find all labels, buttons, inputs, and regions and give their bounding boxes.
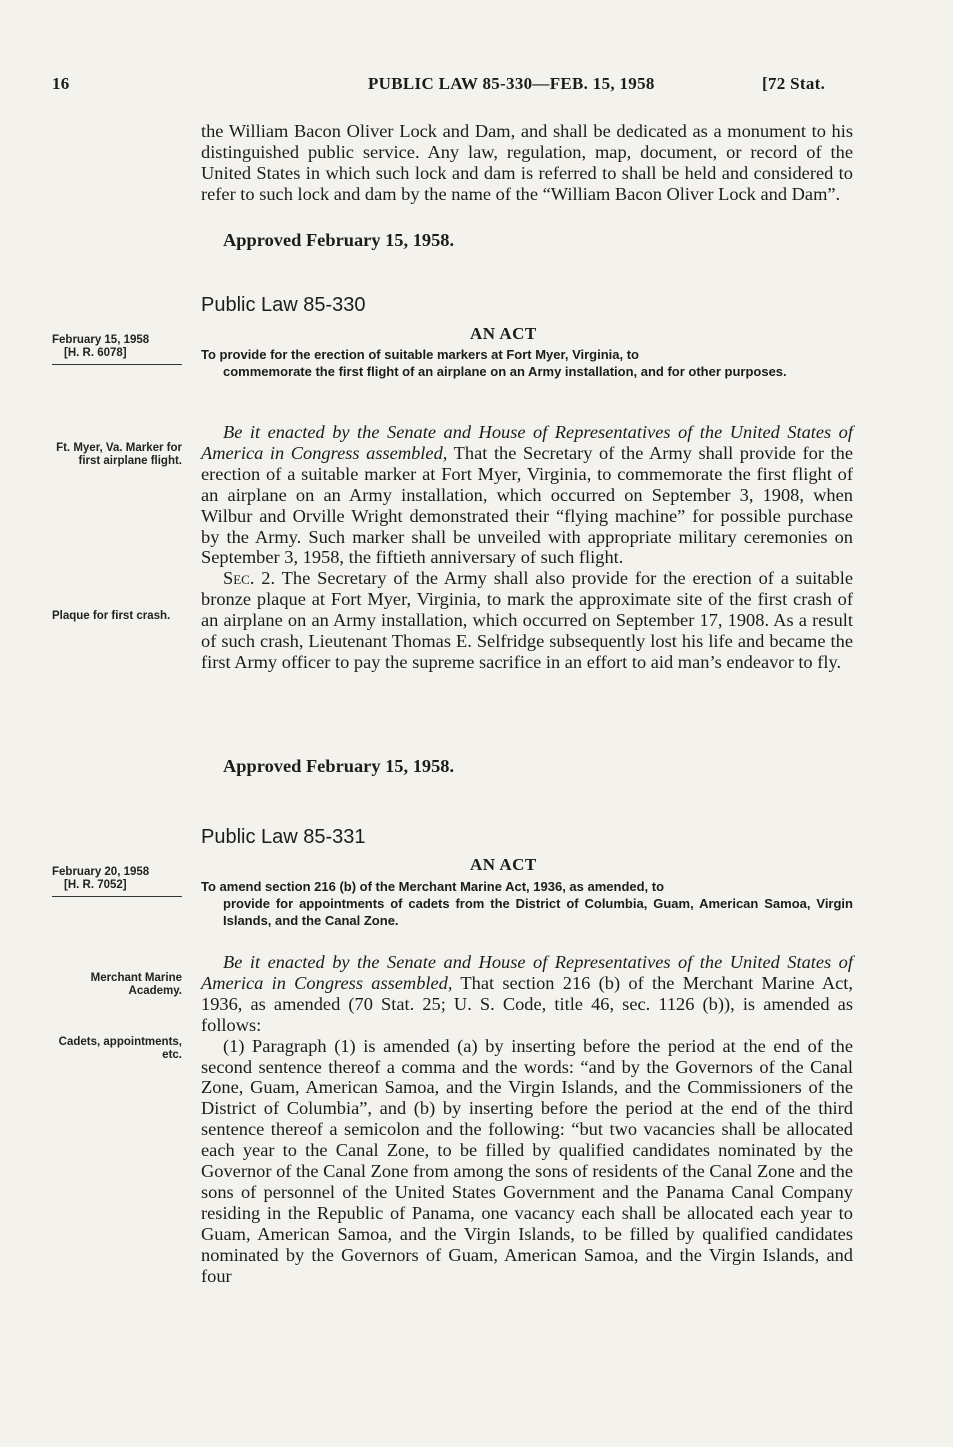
purpose-first-line: To provide for the erection of suitable markers at Fort Myer, Virginia, to	[201, 347, 640, 362]
an-act-heading: AN ACT	[470, 324, 537, 343]
carryover-text: the William Bacon Oliver Lock and Dam, and shall be dedicated as a monument to his distinguished public service. Any law, regulation, map, document, or record of the United States in which such lock and dam is referred to shall be held and considered to refer to such lock and dam by the name of the “William Bacon Oliver Lock and Dam”.	[201, 121, 853, 204]
statute-reference: [72 Stat.	[762, 74, 826, 93]
enacting-clause: Be it enacted by the Senate and House of Representatives of the United States of America in Congress assembled,	[201, 422, 853, 463]
margin-rule	[52, 896, 182, 897]
margin-date: February 15, 1958	[52, 334, 150, 346]
sec2-label: Sec. 2.	[223, 568, 276, 589]
margin-rule	[52, 364, 182, 365]
margin-date: February 20, 1958	[52, 866, 150, 878]
margin-bill: [H. R. 6078]	[64, 347, 127, 359]
margin-note-cadets: Cadets, appointments, etc.	[58, 1036, 182, 1061]
purpose-clause-85-331	[201, 878, 853, 929]
purpose-continuation: commemorate the first flight of an airplane on an Army installation, and for other purposes.	[223, 364, 787, 379]
purpose-first-line: To amend section 216 (b) of the Merchant Marine Act, 1936, as amended, to	[201, 879, 665, 894]
sec1-text: That the Secretary of the Army shall provide for the erection of a suitable marker at Fort Myer, Virginia, to commemorate the first flight of an airplane on an Army installation, which occurred on September 3, 1908, when Wilbur and Orville Wright demonstrated their “flying machine” for possible purchase by the Army. Such marker shall be unveiled with appropriate military ceremonies on September 3, 1958, the fiftieth anniversary of such flight.	[201, 442, 854, 568]
margin-date-85-331	[52, 866, 192, 892]
sec1-85-331	[201, 952, 853, 1287]
paragraph-1-text: (1) Paragraph (1) is amended (a) by inserting before the period at the end of the second sentence thereof a comma and the words: “and by the Governors of the Canal Zone, Guam, American Samoa, and the Virgin Islands, and the Commissioners of the District of Columbia”, and (b) by inserting before the period at the end of the third sentence thereof a semicolon and the following: “but two vacancies shall be allocated each year to the Canal Zone, to be filled by qualified candidates nominated by the Governor of the Canal Zone from among the sons of residents of the Canal Zone and the sons of personnel of the United States Government and the Panama Canal Company residing in the Republic of Panama, one vacancy each shall be allocated each year to Guam, American Samoa, and the Virgin Islands, to be filled by qualified candidates nominated by the Governors of Guam, American Samoa, and the Virgin Islands, and four	[201, 1035, 853, 1286]
margin-note-marker: Ft. Myer, Va. Marker for first airplane flight.	[56, 442, 182, 467]
margin-note-academy: Merchant Marine Academy.	[90, 972, 182, 997]
purpose-continuation: provide for appointments of cadets from the District of Columbia, Guam, American Samoa, Virgin Islands, and the Canal Zone.	[223, 896, 853, 928]
page-number: 16	[52, 74, 70, 93]
approved-85-330: Approved February 15, 1958.	[223, 756, 455, 776]
running-title: PUBLIC LAW 85-330—FEB. 15, 1958	[368, 74, 655, 93]
page-header	[0, 74, 953, 98]
sec2-text: The Secretary of the Army shall also provide for the erection of a suitable bronze plaque at Fort Myer, Virginia, to mark the approximate site of the first crash of an airplane on an Army installation, which occurred on September 17, 1908. As a result of such crash, Lieutenant Thomas E. Selfridge subsequently lost his life and became the first Army officer to pay the supreme sacrifice in an effort to aid man’s endeavor to fly.	[201, 568, 854, 672]
an-act-heading: AN ACT	[470, 855, 537, 874]
margin-note-plaque: Plaque for first crash.	[52, 610, 171, 622]
purpose-clause-85-330	[201, 346, 853, 380]
margin-bill: [H. R. 7052]	[64, 879, 127, 891]
sec1-text: That section 216 (b) of the Merchant Marine Act, 1936, as amended (70 Stat. 25; U. S. Code, title 46, sec. 1126 (b)), is amended as follows:	[201, 972, 853, 1035]
sec1-85-330	[201, 422, 853, 673]
law-title-85-330: Public Law 85-330	[201, 294, 366, 316]
carryover-approved: Approved February 15, 1958.	[223, 230, 455, 250]
enacting-clause: Be it enacted by the Senate and House of Representatives of the United States of America in Congress assembled,	[201, 952, 853, 993]
margin-date-85-330	[52, 334, 192, 360]
law-title-85-331: Public Law 85-331	[201, 826, 366, 848]
carryover-paragraph	[201, 121, 853, 205]
